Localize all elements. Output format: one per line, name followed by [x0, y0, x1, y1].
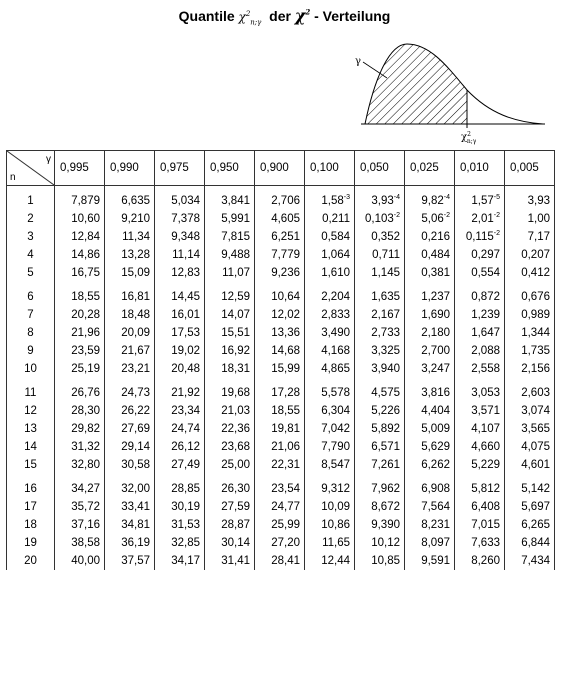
table-cell: 0,216	[405, 228, 455, 246]
table-cell: 5,034	[155, 186, 205, 211]
table-cell: 9,390	[355, 516, 405, 534]
column-header: 0,050	[355, 151, 405, 186]
column-header: 0,900	[255, 151, 305, 186]
table-row	[7, 456, 555, 474]
table-cell: 0,872	[455, 282, 505, 306]
cell-mantissa: 9,82	[421, 195, 444, 207]
table-cell: 0,676	[505, 282, 555, 306]
table-cell: 8,231	[405, 516, 455, 534]
table-cell: 5,578	[305, 378, 355, 402]
table-cell: 32,80	[55, 456, 105, 474]
row-n: 3	[7, 228, 55, 246]
table-cell	[455, 186, 505, 211]
title-chi-sup: 2	[305, 7, 311, 17]
table-cell: 2,706	[255, 186, 305, 211]
table-cell: 21,92	[155, 378, 205, 402]
table-cell: 1,064	[305, 246, 355, 264]
table-cell: 2,204	[305, 282, 355, 306]
table-cell: 7,790	[305, 438, 355, 456]
table-cell: 2,733	[355, 324, 405, 342]
table-cell: 0,989	[505, 306, 555, 324]
table-cell: 16,01	[155, 306, 205, 324]
row-n: 15	[7, 456, 55, 474]
table-cell: 27,59	[205, 498, 255, 516]
table-cell: 11,14	[155, 246, 205, 264]
table-cell: 1,145	[355, 264, 405, 282]
table-cell: 26,12	[155, 438, 205, 456]
table-cell: 10,60	[55, 210, 105, 228]
table-cell: 17,28	[255, 378, 305, 402]
table-cell	[355, 186, 405, 211]
column-header: 0,010	[455, 151, 505, 186]
table-cell: 12,44	[305, 552, 355, 570]
corner-n-label: n	[10, 172, 16, 183]
table-cell: 15,51	[205, 324, 255, 342]
table-cell: 3,565	[505, 420, 555, 438]
table-cell: 24,74	[155, 420, 205, 438]
table-row	[7, 306, 555, 324]
page-title	[0, 6, 569, 26]
table-cell: 10,12	[355, 534, 405, 552]
cell-mantissa: 0,115	[465, 231, 494, 243]
cell-exponent: -4	[443, 194, 450, 202]
table-cell: 25,00	[205, 456, 255, 474]
table-cell: 27,69	[105, 420, 155, 438]
table-cell: 9,236	[255, 264, 305, 282]
table-cell: 28,87	[205, 516, 255, 534]
title-chi: χ	[294, 6, 306, 25]
table-row	[7, 342, 555, 360]
corner-cell	[7, 151, 55, 186]
table-cell: 1,735	[505, 342, 555, 360]
table-cell: 25,99	[255, 516, 305, 534]
table-cell: 18,55	[55, 282, 105, 306]
title-suffix: - Verteilung	[314, 8, 391, 24]
table-cell: 8,260	[455, 552, 505, 570]
hatched-area	[365, 44, 467, 124]
table-cell: 10,64	[255, 282, 305, 306]
table-cell: 21,96	[55, 324, 105, 342]
table-cell: 20,28	[55, 306, 105, 324]
table-row	[7, 498, 555, 516]
table-cell: 8,672	[355, 498, 405, 516]
cell-mantissa: 3,93	[371, 195, 394, 207]
table-cell: 13,36	[255, 324, 305, 342]
table-cell: 2,156	[505, 360, 555, 378]
title-symbol-sup: 2	[245, 10, 251, 18]
table-cell: 6,408	[455, 498, 505, 516]
row-n: 18	[7, 516, 55, 534]
table-cell: 0,207	[505, 246, 555, 264]
cell-mantissa: 1,58	[321, 195, 344, 207]
column-header: 0,950	[205, 151, 255, 186]
table-cell: 5,226	[355, 402, 405, 420]
cell-exponent: -4	[393, 194, 400, 202]
table-row	[7, 378, 555, 402]
table-cell: 32,85	[155, 534, 205, 552]
table-row	[7, 282, 555, 306]
table-cell: 30,19	[155, 498, 205, 516]
table-cell: 5,229	[455, 456, 505, 474]
table-cell: 26,22	[105, 402, 155, 420]
table-row	[7, 246, 555, 264]
table-cell: 18,55	[255, 402, 305, 420]
table-cell: 9,488	[205, 246, 255, 264]
table-cell: 5,812	[455, 474, 505, 498]
corner-gamma-label: γ	[46, 154, 51, 165]
table-cell: 20,48	[155, 360, 205, 378]
cell-mantissa: 1,57	[471, 195, 494, 207]
cell-exponent: -5	[493, 194, 500, 202]
table-cell: 36,19	[105, 534, 155, 552]
table-cell: 7,564	[405, 498, 455, 516]
table-cell: 3,490	[305, 324, 355, 342]
table-cell: 34,81	[105, 516, 155, 534]
table-cell: 8,097	[405, 534, 455, 552]
table-cell: 23,59	[55, 342, 105, 360]
table-cell: 19,02	[155, 342, 205, 360]
table-cell: 18,48	[105, 306, 155, 324]
table-cell: 31,41	[205, 552, 255, 570]
table-cell: 29,14	[105, 438, 155, 456]
table-cell: 34,27	[55, 474, 105, 498]
table-cell: 5,697	[505, 498, 555, 516]
table-cell: 1,239	[455, 306, 505, 324]
table-cell: 23,68	[205, 438, 255, 456]
gamma-label: γ	[355, 56, 361, 67]
table-cell: 1,635	[355, 282, 405, 306]
table-cell: 3,247	[405, 360, 455, 378]
title-chi-symbol	[295, 6, 310, 25]
row-n: 8	[7, 324, 55, 342]
table-cell: 25,19	[55, 360, 105, 378]
table-cell: 29,82	[55, 420, 105, 438]
row-n: 4	[7, 246, 55, 264]
cell-exponent: -2	[493, 212, 500, 220]
table-cell: 0,711	[355, 246, 405, 264]
quantile-label-sub: n;γ	[466, 138, 477, 145]
table-cell	[405, 186, 455, 211]
table-cell: 0,381	[405, 264, 455, 282]
table-cell: 11,07	[205, 264, 255, 282]
table-cell	[455, 210, 505, 228]
row-n: 11	[7, 378, 55, 402]
table-cell: 16,75	[55, 264, 105, 282]
table-row	[7, 210, 555, 228]
table-row	[7, 438, 555, 456]
table-cell: 38,58	[55, 534, 105, 552]
table-cell: 9,210	[105, 210, 155, 228]
table-cell: 9,591	[405, 552, 455, 570]
cell-exponent: -2	[443, 212, 450, 220]
table-cell: 13,28	[105, 246, 155, 264]
table-cell: 1,344	[505, 324, 555, 342]
table-cell: 7,633	[455, 534, 505, 552]
table-cell: 28,85	[155, 474, 205, 498]
table-cell: 0,554	[455, 264, 505, 282]
table-cell: 27,49	[155, 456, 205, 474]
table-cell: 18,31	[205, 360, 255, 378]
table-cell: 12,84	[55, 228, 105, 246]
table-cell: 14,68	[255, 342, 305, 360]
table-cell: 3,053	[455, 378, 505, 402]
table-cell: 12,59	[205, 282, 255, 306]
title-quantile-symbol	[238, 10, 262, 27]
table-cell: 37,16	[55, 516, 105, 534]
table-row	[7, 324, 555, 342]
table-cell: 7,042	[305, 420, 355, 438]
table-cell: 6,265	[505, 516, 555, 534]
column-header: 0,100	[305, 151, 355, 186]
table-cell: 30,58	[105, 456, 155, 474]
row-n: 19	[7, 534, 55, 552]
table-cell: 0,352	[355, 228, 405, 246]
table-cell: 6,908	[405, 474, 455, 498]
table-cell: 1,690	[405, 306, 455, 324]
table-cell: 15,09	[105, 264, 155, 282]
table-cell: 7,779	[255, 246, 305, 264]
table-cell: 5,142	[505, 474, 555, 498]
table-cell: 14,45	[155, 282, 205, 306]
table-cell: 6,262	[405, 456, 455, 474]
table-cell: 28,41	[255, 552, 305, 570]
table-cell: 9,348	[155, 228, 205, 246]
row-n: 6	[7, 282, 55, 306]
table-cell: 28,30	[55, 402, 105, 420]
row-n: 17	[7, 498, 55, 516]
row-n: 1	[7, 186, 55, 211]
table-cell: 23,21	[105, 360, 155, 378]
table-cell: 7,261	[355, 456, 405, 474]
table-cell: 7,962	[355, 474, 405, 498]
table-cell: 3,841	[205, 186, 255, 211]
row-n: 16	[7, 474, 55, 498]
table-cell: 34,17	[155, 552, 205, 570]
column-header: 0,975	[155, 151, 205, 186]
table-cell: 5,892	[355, 420, 405, 438]
table-cell: 26,76	[55, 378, 105, 402]
table-cell: 2,700	[405, 342, 455, 360]
table-row	[7, 186, 555, 211]
table-cell: 4,865	[305, 360, 355, 378]
table-cell: 3,940	[355, 360, 405, 378]
quantile-table	[6, 150, 555, 570]
header-row	[7, 151, 555, 186]
column-header: 0,990	[105, 151, 155, 186]
quantile-label-chi: χ	[461, 132, 468, 143]
table-cell: 37,57	[105, 552, 155, 570]
table-cell: 32,00	[105, 474, 155, 498]
table-cell: 16,81	[105, 282, 155, 306]
table-cell: 7,378	[155, 210, 205, 228]
table-cell	[405, 210, 455, 228]
table-cell: 35,72	[55, 498, 105, 516]
table-cell: 21,67	[105, 342, 155, 360]
table-row	[7, 534, 555, 552]
table-cell: 2,558	[455, 360, 505, 378]
table-cell: 23,54	[255, 474, 305, 498]
table-cell: 0,584	[305, 228, 355, 246]
table-cell: 4,404	[405, 402, 455, 420]
row-n: 9	[7, 342, 55, 360]
table-cell: 3,325	[355, 342, 405, 360]
table-cell: 24,77	[255, 498, 305, 516]
table-cell: 17,53	[155, 324, 205, 342]
table-cell: 7,434	[505, 552, 555, 570]
table-cell: 7,17	[505, 228, 555, 246]
table-cell: 4,605	[255, 210, 305, 228]
table-cell: 14,86	[55, 246, 105, 264]
table-cell: 9,312	[305, 474, 355, 498]
chi-square-density-figure	[345, 36, 555, 148]
table-cell: 5,009	[405, 420, 455, 438]
table-cell: 6,635	[105, 186, 155, 211]
table-cell: 2,088	[455, 342, 505, 360]
table-cell: 3,816	[405, 378, 455, 402]
table-row	[7, 516, 555, 534]
table-cell: 21,03	[205, 402, 255, 420]
column-header: 0,005	[505, 151, 555, 186]
table-cell: 22,31	[255, 456, 305, 474]
table-cell: 6,844	[505, 534, 555, 552]
table-row	[7, 402, 555, 420]
table-cell: 4,575	[355, 378, 405, 402]
cell-mantissa: 5,06	[421, 213, 444, 225]
table-cell: 21,06	[255, 438, 305, 456]
cell-mantissa: 0,103	[364, 213, 394, 225]
title-symbol-sub: n;γ	[250, 18, 262, 27]
table-cell: 6,304	[305, 402, 355, 420]
table-cell: 12,83	[155, 264, 205, 282]
table-cell: 1,647	[455, 324, 505, 342]
table-cell: 16,92	[205, 342, 255, 360]
table-cell: 5,991	[205, 210, 255, 228]
table-cell: 0,484	[405, 246, 455, 264]
table-cell: 2,833	[305, 306, 355, 324]
table-cell: 33,41	[105, 498, 155, 516]
table-cell: 1,610	[305, 264, 355, 282]
column-header: 0,995	[55, 151, 105, 186]
table-cell: 26,30	[205, 474, 255, 498]
table-cell: 14,07	[205, 306, 255, 324]
table-cell: 7,015	[455, 516, 505, 534]
table-cell: 0,412	[505, 264, 555, 282]
row-n: 10	[7, 360, 55, 378]
table-cell	[355, 210, 405, 228]
cell-exponent: -2	[493, 230, 500, 238]
row-n: 12	[7, 402, 55, 420]
table-row	[7, 474, 555, 498]
table-cell: 4,168	[305, 342, 355, 360]
table-cell: 1,237	[405, 282, 455, 306]
table-cell: 10,86	[305, 516, 355, 534]
table-cell: 4,660	[455, 438, 505, 456]
table-cell: 20,09	[105, 324, 155, 342]
table-cell: 2,180	[405, 324, 455, 342]
table-cell: 24,73	[105, 378, 155, 402]
quantile-label	[461, 131, 477, 145]
table-cell: 5,629	[405, 438, 455, 456]
cell-mantissa: 2,01	[471, 213, 494, 225]
table-cell: 4,075	[505, 438, 555, 456]
table-cell: 19,68	[205, 378, 255, 402]
cell-exponent: -3	[343, 194, 350, 202]
row-n: 5	[7, 264, 55, 282]
title-prefix: Quantile	[178, 8, 235, 24]
table-cell: 23,34	[155, 402, 205, 420]
table-cell: 22,36	[205, 420, 255, 438]
table-cell: 1,00	[505, 210, 555, 228]
title-middle: der	[269, 8, 291, 24]
table-row	[7, 360, 555, 378]
table-cell	[455, 228, 505, 246]
table-cell: 7,879	[55, 186, 105, 211]
table-cell: 4,107	[455, 420, 505, 438]
table-cell: 11,34	[105, 228, 155, 246]
table-cell: 3,571	[455, 402, 505, 420]
row-n: 7	[7, 306, 55, 324]
table-cell: 8,547	[305, 456, 355, 474]
table-cell: 15,99	[255, 360, 305, 378]
table-cell: 3,074	[505, 402, 555, 420]
row-n: 20	[7, 552, 55, 570]
table-cell	[305, 186, 355, 211]
table-cell: 31,32	[55, 438, 105, 456]
table-cell: 6,251	[255, 228, 305, 246]
table-cell: 31,53	[155, 516, 205, 534]
row-n: 14	[7, 438, 55, 456]
table-cell: 27,20	[255, 534, 305, 552]
table-cell: 19,81	[255, 420, 305, 438]
table-cell: 2,603	[505, 378, 555, 402]
table-cell: 3,93	[505, 186, 555, 211]
cell-exponent: -2	[393, 212, 400, 220]
table-cell: 10,85	[355, 552, 405, 570]
table-cell: 2,167	[355, 306, 405, 324]
row-n: 2	[7, 210, 55, 228]
title-symbol-chi: χ	[238, 10, 246, 24]
table-row	[7, 228, 555, 246]
table-cell: 12,02	[255, 306, 305, 324]
table-cell: 40,00	[55, 552, 105, 570]
table-cell: 4,601	[505, 456, 555, 474]
quantile-label-sup: 2	[467, 131, 471, 138]
table-cell: 6,571	[355, 438, 405, 456]
column-header: 0,025	[405, 151, 455, 186]
table-row	[7, 420, 555, 438]
table-cell: 11,65	[305, 534, 355, 552]
table-cell: 7,815	[205, 228, 255, 246]
table-cell: 0,297	[455, 246, 505, 264]
row-n: 13	[7, 420, 55, 438]
table-cell: 0,211	[305, 210, 355, 228]
table-row	[7, 552, 555, 570]
table-cell: 30,14	[205, 534, 255, 552]
table-row	[7, 264, 555, 282]
table-cell: 10,09	[305, 498, 355, 516]
